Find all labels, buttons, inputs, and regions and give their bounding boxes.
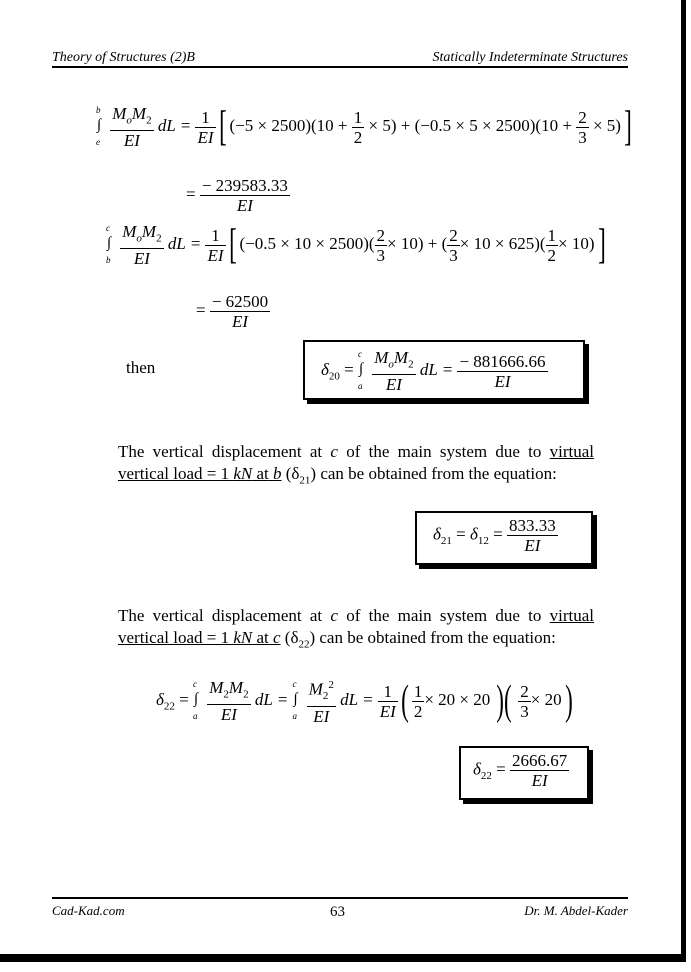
page-footer: [52, 897, 628, 920]
paragraph-delta-22: The vertical displacement at c of the main system due to virtual vertical load = 1 kN at c $(\delta_{22})$ can be obtained from the equation:: [118, 606, 595, 651]
header-course-title: Theory of Structures (2)B: [52, 50, 195, 65]
result-b-e: = $\frac{- 239583.33}{EI}$: [186, 176, 288, 215]
fraction-one-over-ei: $\frac{1}{EI}$: [197, 107, 214, 147]
result-box-delta-21: $\delta_{21} = \delta_{12}$ = $\frac{833.33}{EI}$: [415, 511, 593, 565]
footer-author: Dr. M. Abdel-Kader: [524, 903, 628, 918]
integral-sign: c ∫ b: [106, 223, 112, 266]
then-label: then: [126, 358, 156, 377]
equation-integral-b-e: b ∫ e $\frac{M_oM_2}{EI}$ dL = $\frac{1}{EI}$ [ (−5 × 2500)(10 + $\frac{1}{2}$ × 5) + (−0.5 × 5 × 2500)(10 + $\frac{2}{3}$ × 5)]: [96, 104, 632, 151]
equation-integral-c-b: c ∫ b $\frac{M_oM_2}{EI}$ dL = $\frac{1}{EI}$ [ (−0.5 × 10 × 2500)( $\frac{2}{3}$ × 10) + ( $\frac{2}{3}$ × 10 × 625)( $\frac{1}{2}$ × 10)]: [106, 222, 606, 269]
header-chapter-title: Statically Indeterminate Structures: [432, 50, 628, 65]
paragraph-delta-21: The vertical displacement at c of the main system due to virtual vertical load = 1 kN at b $(\delta_{21})$ can be obtained from the equation:: [118, 442, 595, 487]
result-box-delta-20: $\delta_{20}$ = c ∫ a $\frac{M_oM_2}{EI}$ dL = $\frac{- 881666.66}{EI}$: [303, 340, 585, 400]
result-box-delta-22: $\delta_{22}$ = $\frac{2666.67}{EI}$: [459, 746, 589, 800]
result-c-b: = $\frac{- 62500}{EI}$: [196, 292, 269, 331]
footer-website: Cad-Kad.com: [52, 903, 125, 918]
equation-delta-22: $\delta_{22}$ = c ∫ a $\frac{M_2M_2}{EI}$ dL = c ∫ a $\frac{M_2^2}{EI}$ dL = $\frac{1}{EI}$ ( $\frac{1}{2}$ × 20 × 20 )( $\frac{2}{3}$ × 20): [156, 677, 573, 727]
page-header: [52, 50, 628, 68]
integral-sign: b ∫ e: [96, 105, 102, 148]
page-number: 63: [330, 904, 345, 920]
fraction-mo-m2-over-ei: $\frac{M_oM_2}{EI}$: [112, 104, 152, 151]
